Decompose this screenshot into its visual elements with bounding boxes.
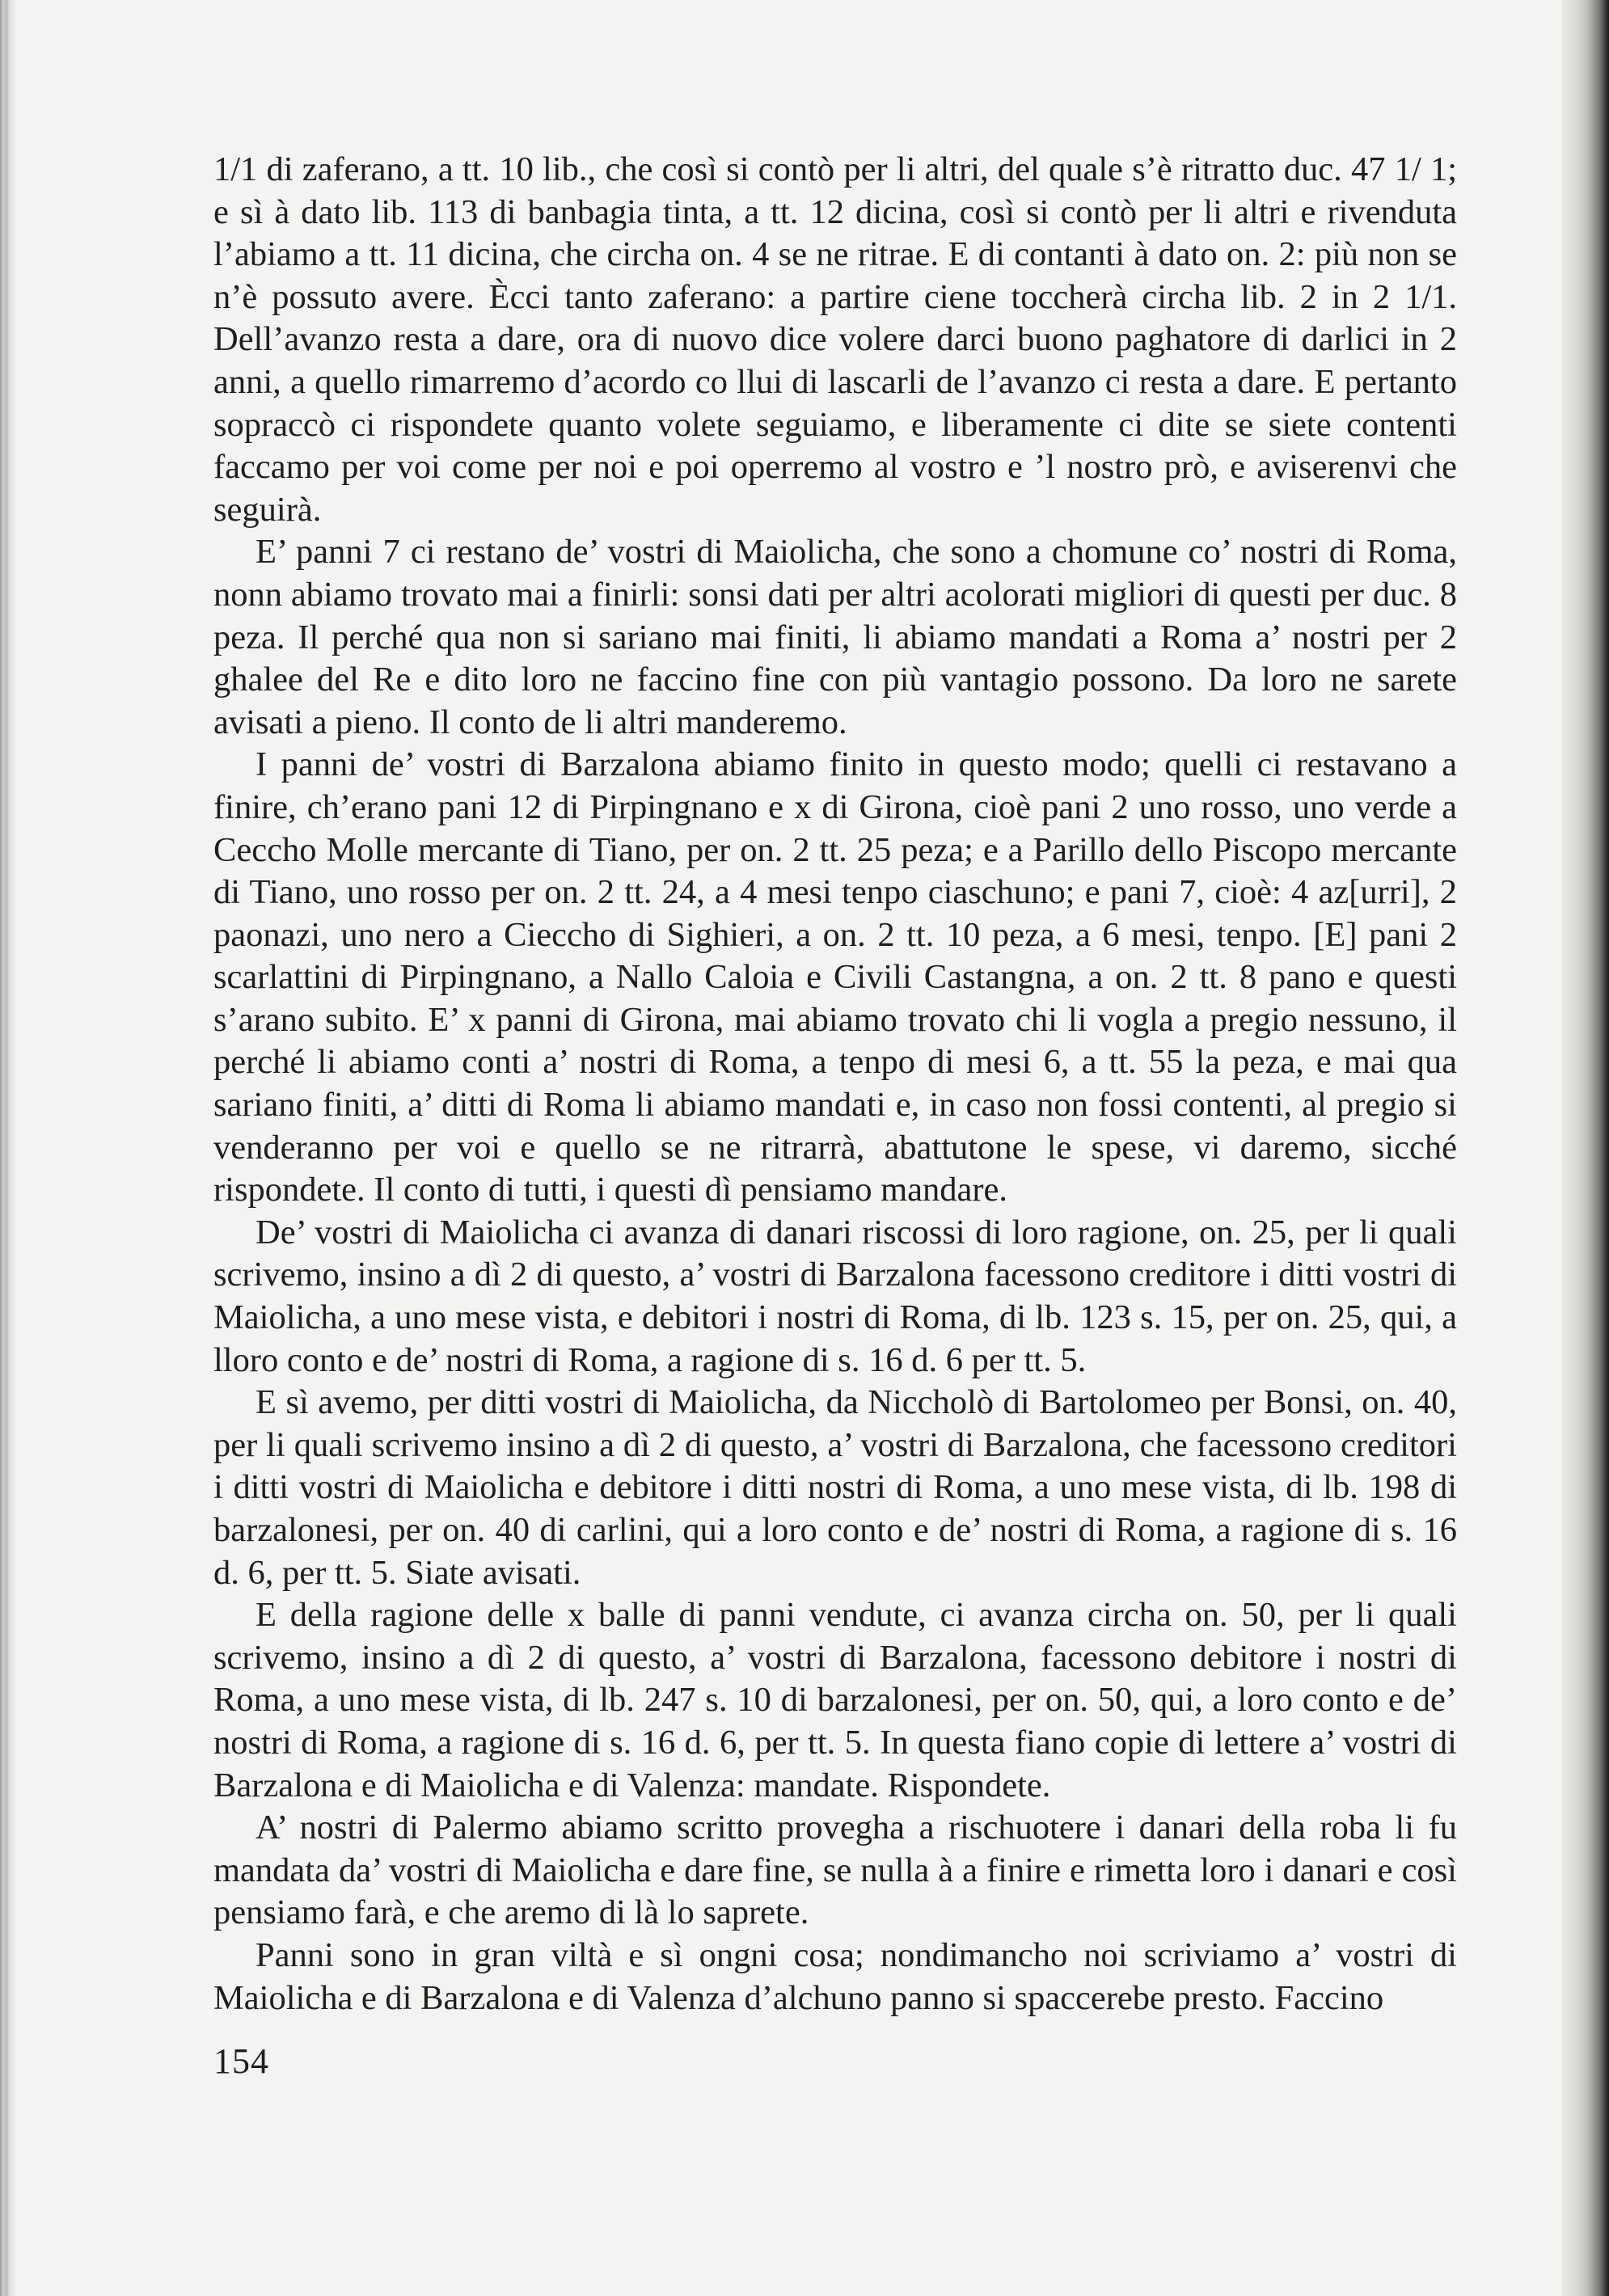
paragraph-3: I panni de’ vostri di Barzalona abiamo finito in questo modo; quelli ci restavano a finire, ch’erano pani 12 di Pirpingnano e x di Girona, cioè pani 2 uno rosso, uno verde a Ceccho Molle mercante di Tiano, per on. 2 tt. 25 peza; e a Parillo dello Piscopo mercante di Tiano, uno rosso per on. 2 tt. 24, a 4 mesi tenpo ciaschuno; e pani 7, cioè: 4 az[urri], 2 paonazi, uno nero a Ciecchо di Sighieri, a on. 2 tt. 10 peza, a 6 mesi, tenpo. [E] pani 2 scarlattini di Pirpingnano, a Nallo Caloia e Civili Castangna, a on. 2 tt. 8 pano e questi s’arano subito. E’ x panni di Girona, mai abiamo trovato chi li vogla a pregio nessuno, il perché li abiamo conti a’ nostri di Roma, a tenpo di mesi 6, a tt. 55 la peza, e mai qua sariano finiti, a’ ditti di Roma li abiamo mandati e, in caso non fossi contenti, al pregio si venderanno per voi e quello se ne ritrarrà, abattutone le spese, vi daremo, sicché rispondete. Il conto di tutti, i questi dì pensiamo mandare.	[213, 745, 1457, 1209]
page-number: 154	[213, 2041, 269, 2081]
paragraph-1: 1/1 di zaferano, a tt. 10 lib., che così si contò per li altri, del quale s’è ritratto duc. 47 1/ 1; e sì à dato lib. 113 di banbagia tinta, a tt. 12 dicina, così si contò per li altri e rivenduta l’abiamo a tt. 11 dicina, che circha on. 4 se ne ritrae. E di contanti à dato on. 2: più non se n’è possuto avere. Ècci tanto zaferano: a partire ciene toccherà circha lib. 2 in 2 1/1. Dell’avanzo resta a dare, ora di nuovo dice volere darci buono paghatore di darlici in 2 anni, a quello rimarremo d’acordo co llui di lascarli de l’avanzo ci resta a dare. E pertanto sopraccò ci rispondete quanto volete seguiamo, e liberamente ci dite se siete contenti faccamo per voi come per noi e poi operremo al vostro e ’l nostro prò, e aviserenvi che seguirà.	[213, 150, 1457, 529]
paragraph-8: Panni sono in gran viltà e sì ongni cosa; nondimancho noi scriviamo a’ vostri di Maiolicha e di Barzalona e di Valenza d’alchuno panno si spaccerebe presto. Faccino	[213, 1935, 1457, 2017]
paragraph-5: E sì avemo, per ditti vostri di Maiolicha, da Nicchоlò di Bartolomeo per Bonsi, on. 40, per li quali scrivemo insino a dì 2 di questo, a’ vostri di Barzalona, che facessono creditori i ditti vostri di Maiolicha e debitore i ditti nostri di Roma, a uno mese vista, di lb. 198 di barzalonesi, per on. 40 di carlini, qui a loro conto e de’ nostri di Roma, a ragione di s. 16 d. 6, per tt. 5. Siate avisati.	[213, 1383, 1457, 1592]
book-spine-edge	[0, 0, 15, 2296]
paragraph-4: De’ vostri di Maiolicha ci avanza di danari riscossi di loro ragione, on. 25, per li quali scrivemo, insino a dì 2 di questo, a’ vostri di Barzalona facessono creditore i ditti vostri di Maiolicha, a uno mese vista, e debitori i nostri di Roma, di lb. 123 s. 15, per on. 25, qui, a lloro conto e de’ nostri di Roma, a ragione di s. 16 d. 6 per tt. 5.	[213, 1213, 1457, 1379]
paragraph-2: E’ panni 7 ci restano de’ vostri di Maiolicha, che sono a chomune co’ nostri di Roma, nonn abiamo trovato mai a finirli: sonsi dati per altri acolorati migliori di questi per duc. 8 peza. Il perché qua non si sariano mai finiti, li abiamo mandati a Roma a’ nostri per 2 ghalee del Re e dito loro ne faccino fine con più vantagio possono. Da loro ne sarete avisati a pieno. Il conto de li altri manderemo.	[213, 533, 1457, 741]
paragraph-6: E della ragione delle x balle di panni vendute, ci avanza circha on. 50, per li quali scrivemo, insino a dì 2 di questo, a’ vostri di Barzalona, facessono debitore i nostri di Roma, a uno mese vista, di lb. 247 s. 10 di barzalonesi, per on. 50, qui, a loro conto e de’ nostri di Roma, a ragione di s. 16 d. 6, per tt. 5. In questa fiano copie di lettere a’ vostri di Barzalona e di Maiolicha e di Valenza: mandate. Rispondete.	[213, 1596, 1457, 1804]
page-body-text	[213, 149, 1457, 2020]
paragraph-7: A’ nostri di Palermo abiamo scritto proveghа a rischuotere i danari della roba li fu mandata da’ vostri di Maiolicha e dare fine, se nulla à a finire e rimetta loro i danari e così pensiamo farà, e che aremo di là lo saprete.	[213, 1809, 1457, 1932]
page-stack-edge	[1562, 0, 1609, 2296]
